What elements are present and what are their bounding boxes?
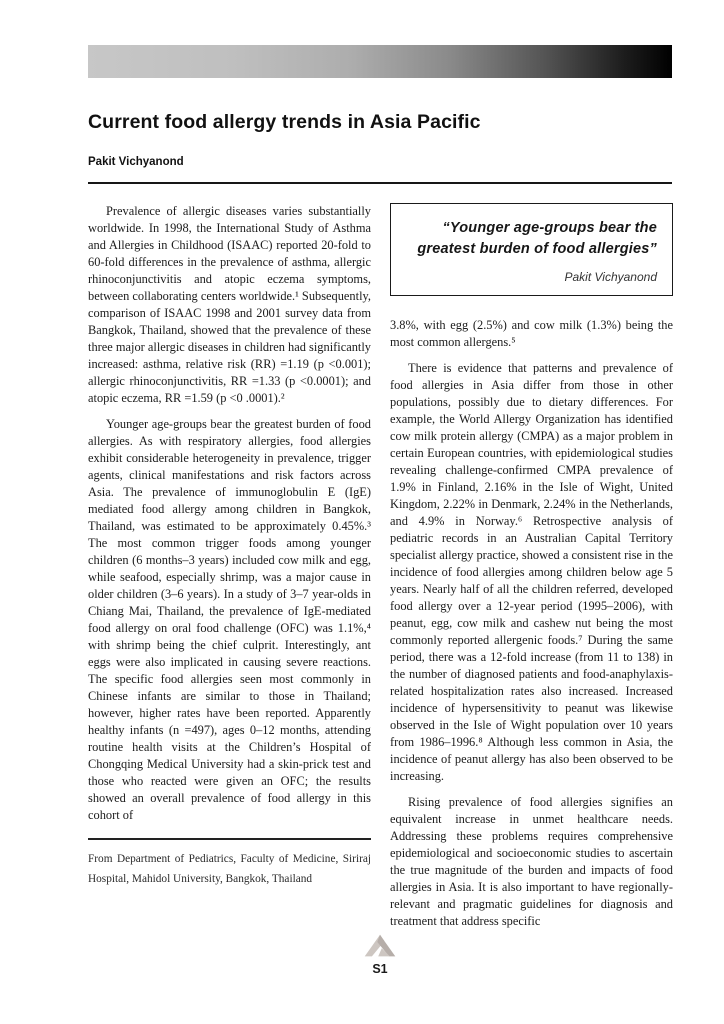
journal-logo-icon <box>362 933 398 960</box>
left-column <box>88 203 371 939</box>
paragraph: Prevalence of allergic diseases varies substantially worldwide. In 1998, the International Study of Asthma and Allergies in Childhood (ISAAC) reported 20-fold to 60-fold differences in the prevalence of asthma, allergic rhinoconjunctivitis and atopic eczema symptoms, between collaborating centers worldwide.¹ Subsequently, comparison of ISAAC 1998 and 2001 survey data from Bangkok, Thailand, showed that the prevalence of these three major allergic diseases in children had significantly increased: asthma, relative risk (RR) =1.19 (p <0.001); allergic rhinoconjunctivitis, RR =1.33 (p <0.0001); and atopic eczema, RR =1.59 (p <0 .0001).² <box>88 204 371 405</box>
article-body <box>88 203 672 939</box>
footnote-divider <box>88 838 371 840</box>
page-number: S1 <box>372 962 388 976</box>
paragraph: 3.8%, with egg (2.5%) and cow milk (1.3%) being the most common allergens.⁵ <box>390 318 673 349</box>
left-column-paragraphs <box>88 203 371 824</box>
pull-quote-box <box>390 203 673 296</box>
paragraph: There is evidence that patterns and prevalence of food allergies in Asia differ from those in other populations, possibly due to dietary differences. For example, the World Allergy Organization has identified cow milk protein allergy (CMPA) as a major problem in certain European countries, with epidemiological studies revealing challenge-confirmed CMPA prevalence of 1.9% in Finland, 2.16% in the Isle of Wight, United Kingdom, 2.22% in Denmark, 2.24% in the Netherlands, and 4.9% in Norway.⁶ Retrospective analysis of pediatric records in an Australian Capital Territory specialist allergy practice, showed a consistent rise in the incidence of food allergies among children below age 5 years. Nearly half of all the children referred, developed food allergy over a 12-year period (1995–2006), with peanut, egg, cow milk and cashew nut being the most commonly reported allergenic foods.⁷ During the same period, there was a 12-fold increase (from 11 to 138) in the number of diagnosed patients and food-anaphylaxis-related hospitalization rates also increased. Increased incidence of hypersensitivity to peanut was likewise observed in the Isle of Wight population over 10 years from 1986–1996.⁸ Although less common in Asia, the incidence of peanut allergy has also been observed to be increasing. <box>390 361 673 783</box>
page-footer <box>88 933 672 976</box>
header-gradient-bar <box>88 45 672 78</box>
affiliation-footnote: From Department of Pediatrics, Faculty of Medicine, Siriraj Hospital, Mahidol University, Bangkok, Thailand <box>88 853 371 885</box>
right-column-paragraphs <box>390 317 673 930</box>
pull-quote-attribution: Pakit Vichyanond <box>564 270 657 284</box>
author-byline: Pakit Vichyanond <box>88 156 184 168</box>
pull-quote-text: “Younger age-groups bear the greatest burden of food allergies” <box>417 220 657 257</box>
paragraph: Rising prevalence of food allergies signifies an equivalent increase in unmet healthcare needs. Addressing these problems requires comprehensive epidemiological and socioeconomic studies to ascertain the true magnitude of the burden and impacts of food allergies in Asia. It is also important to have regionally-relevant and pragmatic guidelines for diagnosis and treatment that address specific <box>390 795 673 928</box>
paragraph: Younger age-groups bear the greatest burden of food allergies. As with respiratory allergies, food allergies exhibit considerable heterogeneity in prevalence, trigger agents, clinical manifestations and risk factors across Asia. The prevalence of immunoglobulin E (IgE) mediated food allergy among children in Bangkok, Thailand, was estimated to be approximately 0.45%.³ The most common trigger foods among younger children (6 months–3 years) included cow milk and egg, while seafood, especially shrimp, was a major cause in older children (3–6 years). In a study of 3–7 year-olds in Chiang Mai, Thailand, the prevalence of IgE-mediated food allergy on oral food challenge (OFC) was 1.1%,⁴ with shrimp being the chief culprit. Interestingly, ant eggs were also implicated in causing severe reactions. The specific food allergies seen most commonly in Chinese infants are similar to those in Thailand; however, higher rates have been reported. Apparently healthy infants (n =497), ages 0–12 months, attending routine health visits at the Children’s Hospital of Chongqing Medical University had a skin-prick test and those who reacted were given an OFC; the results showed an overall prevalence of food allergy in this cohort of <box>88 417 371 822</box>
right-column <box>390 203 673 939</box>
header-divider <box>88 182 672 184</box>
page-title: Current food allergy trends in Asia Pacific <box>88 111 481 134</box>
